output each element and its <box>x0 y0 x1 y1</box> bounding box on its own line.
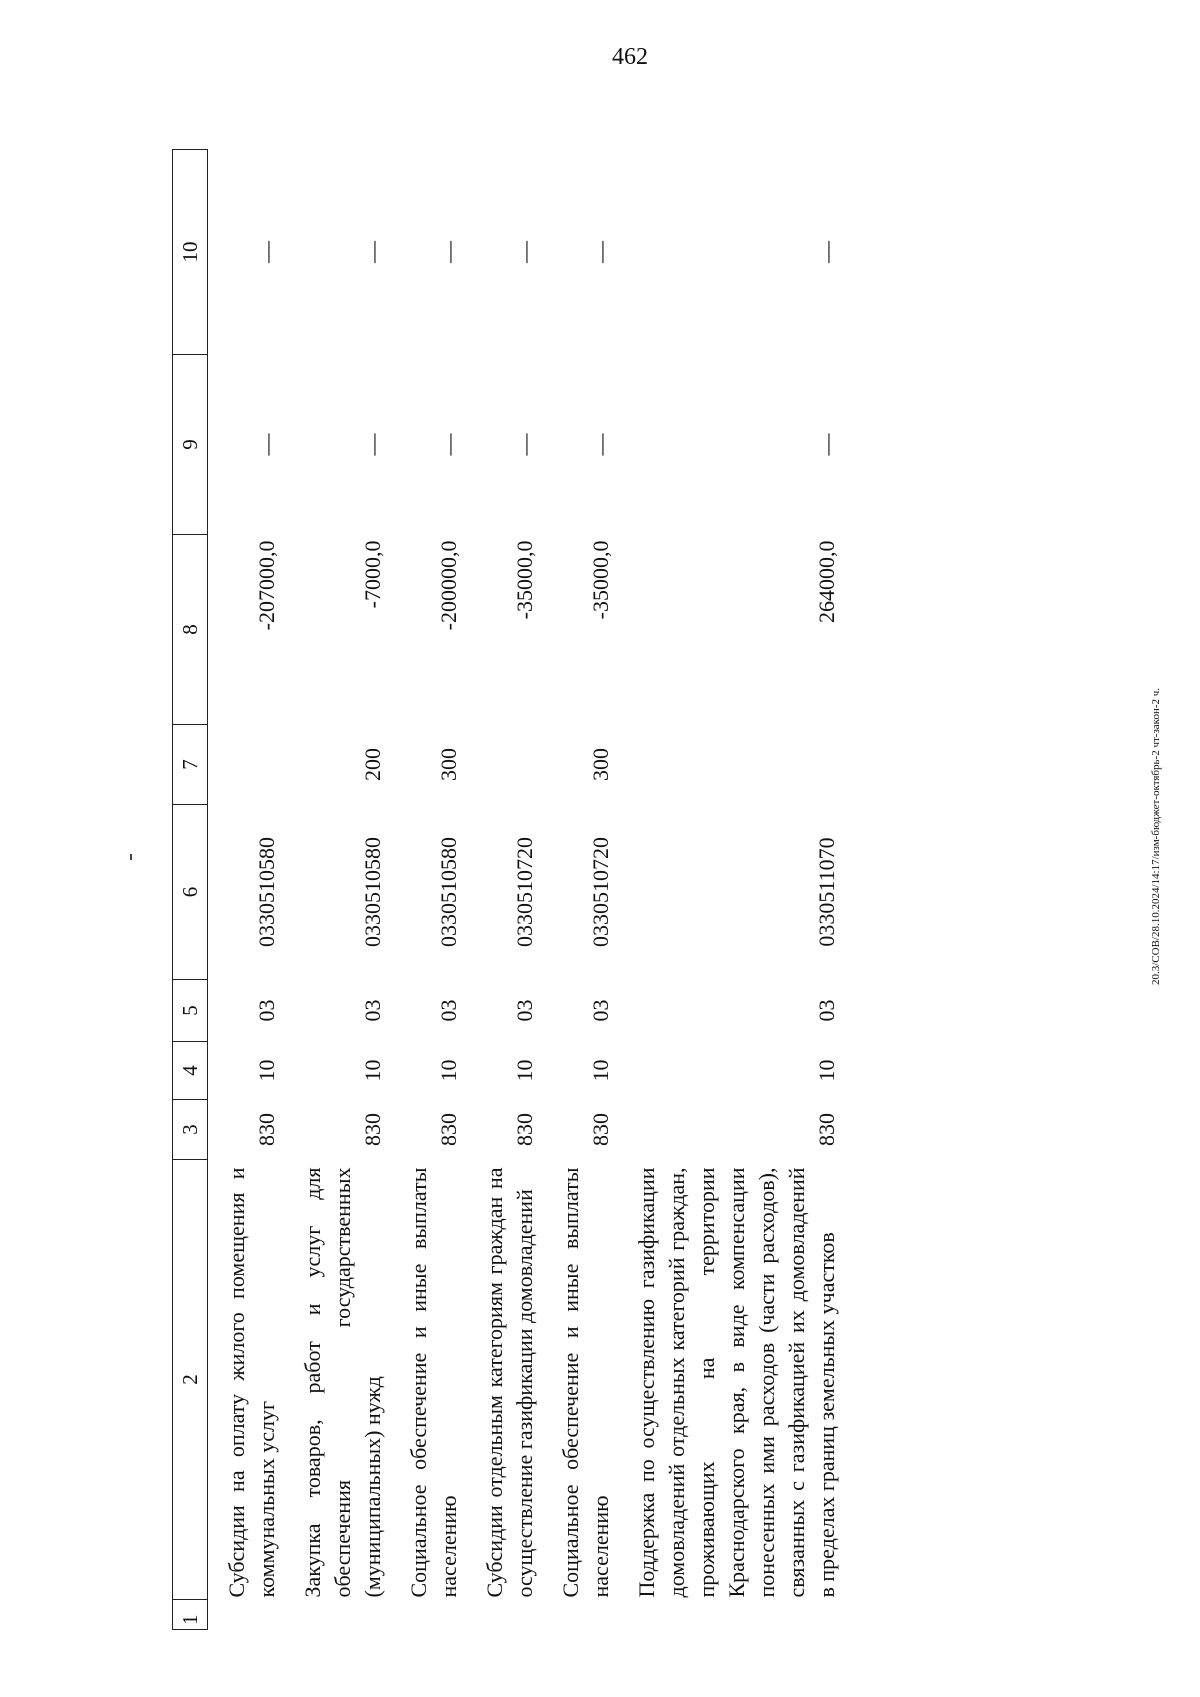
cell-col-3: 830 <box>588 1113 613 1146</box>
cell-description: Закупка товаров, работ и услуг для обеспечения государственных (муниципальных) нужд <box>300 1167 385 1598</box>
cell-col-7 <box>618 725 844 805</box>
cell-col-9: — <box>254 433 279 456</box>
header-col-1: 1 <box>173 1600 208 1630</box>
cell-col-7: 200 <box>360 748 385 781</box>
cell-col-6: 0330510580 <box>436 837 461 947</box>
header-col-4: 4 <box>173 1042 208 1100</box>
cell-col-9: — <box>436 433 461 456</box>
cell-col-10: — <box>360 241 385 263</box>
cell-col-10: — <box>254 241 279 263</box>
header-col-6: 6 <box>173 805 208 980</box>
cell-col-10: — <box>588 241 613 263</box>
cell-col-6: 0330510720 <box>588 837 613 947</box>
cell-col-6: 0330510580 <box>360 837 385 947</box>
cell-col-8: -200000,0 <box>436 540 461 631</box>
header-col-8: 8 <box>173 535 208 725</box>
cell-col-1 <box>390 1600 466 1630</box>
cell-col-6: 0330510720 <box>512 837 537 947</box>
header-col-5: 5 <box>173 980 208 1042</box>
cell-col-1 <box>284 1600 390 1630</box>
cell-col-10: — <box>436 241 461 263</box>
cell-col-3: 830 <box>360 1113 385 1146</box>
cell-col-1 <box>542 1600 618 1630</box>
cell-col-10: — <box>814 241 839 263</box>
budget-table <box>172 149 844 1630</box>
cell-col-3: 830 <box>254 1113 279 1146</box>
table-row <box>542 150 618 1630</box>
cell-col-5: 03 <box>254 999 279 1022</box>
cell-description: Поддержка по осуществлению газификации домовладений отдельных категорий граждан, проживающих на территории Краснодарского края, в виде компенсации понесенных ими расходов (части расходов), связанных с газификацией их домовладений в пределах границ земельных участков <box>634 1167 839 1598</box>
budget-table-rotated <box>172 150 1072 1630</box>
cell-col-3: 830 <box>512 1113 537 1146</box>
cell-col-4: 10 <box>588 1059 613 1082</box>
table-row <box>466 150 542 1630</box>
cell-col-7 <box>208 725 285 805</box>
cell-col-1 <box>618 1600 844 1630</box>
cell-col-9: — <box>814 433 839 456</box>
cell-col-8: -207000,0 <box>254 540 279 631</box>
page-number: 462 <box>612 44 648 70</box>
cell-col-7 <box>466 725 542 805</box>
cell-col-8: -35000,0 <box>588 540 613 620</box>
cell-description: Социальное обеспечение и иные выплаты населению <box>558 1167 613 1598</box>
cell-col-3: 830 <box>436 1113 461 1146</box>
header-col-9: 9 <box>173 355 208 535</box>
cell-col-5: 03 <box>814 999 839 1022</box>
cell-col-4: 10 <box>360 1059 385 1082</box>
header-col-3: 3 <box>173 1100 208 1160</box>
cell-col-8: -7000,0 <box>360 540 385 609</box>
table-row <box>390 150 466 1630</box>
cell-col-5: 03 <box>588 999 613 1022</box>
cell-col-3: 830 <box>814 1113 839 1146</box>
cell-col-9: — <box>360 433 385 456</box>
cell-col-4: 10 <box>436 1059 461 1082</box>
cell-col-5: 03 <box>360 999 385 1022</box>
footer-code: 20.3/СОВ/28.10.2024/14:17/изм-бюджет-октябрь-2 чт-закон-2 ч. <box>1150 687 1162 985</box>
cell-col-6: 0330510580 <box>254 837 279 947</box>
cell-col-9: — <box>588 433 613 456</box>
scan-mark <box>130 854 132 860</box>
cell-col-4: 10 <box>254 1059 279 1082</box>
cell-col-4: 10 <box>814 1059 839 1082</box>
table-row <box>618 150 844 1630</box>
table-row <box>208 150 285 1630</box>
cell-col-10: — <box>512 241 537 263</box>
cell-col-5: 03 <box>512 999 537 1022</box>
cell-col-4: 10 <box>512 1059 537 1082</box>
header-col-7: 7 <box>173 725 208 805</box>
cell-description: Субсидии отдельным категориям граждан на осуществление газификации домовладений <box>482 1167 537 1598</box>
cell-description: Субсидии на оплату жилого помещения и коммунальных услуг <box>224 1167 279 1598</box>
cell-col-7: 300 <box>588 748 613 781</box>
cell-col-9: — <box>512 433 537 456</box>
header-row <box>173 150 208 1630</box>
cell-col-8: 264000,0 <box>814 540 839 623</box>
cell-col-6: 0330511070 <box>814 837 839 947</box>
header-col-10: 10 <box>173 150 208 355</box>
table-row <box>284 150 390 1630</box>
cell-description: Социальное обеспечение и иные выплаты населению <box>406 1167 461 1598</box>
cell-col-7: 300 <box>436 748 461 781</box>
cell-col-8: -35000,0 <box>512 540 537 620</box>
cell-col-5: 03 <box>436 999 461 1022</box>
cell-col-1 <box>208 1600 285 1630</box>
cell-col-1 <box>466 1600 542 1630</box>
header-col-2: 2 <box>173 1160 208 1600</box>
